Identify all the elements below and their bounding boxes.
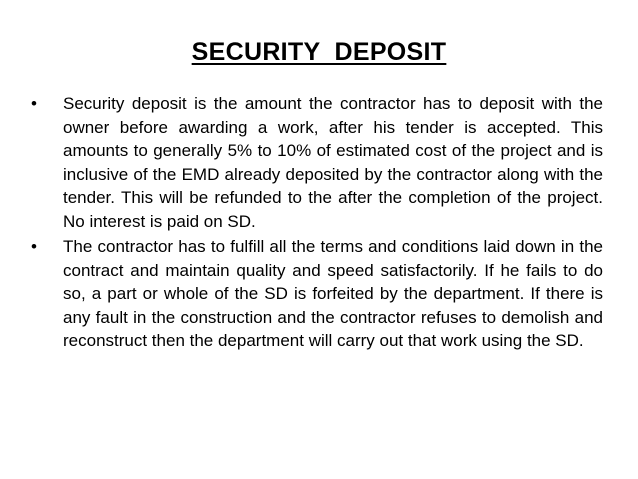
bullet-text: The contractor has to fulfill all the terms and conditions laid down in the contract and maintain quality and speed satisfactorily. If he fails to do so, a part or whole of the SD is forfeited by the department. If there is any fault in the construction and the contractor refuses to demolish and reconstruct then the department will carry out that work using the SD.: [63, 237, 603, 350]
bullet-dot-icon: •: [31, 237, 37, 256]
bullet-list: [31, 92, 603, 355]
bullet-text: Security deposit is the amount the contractor has to deposit with the owner before awarding a work, after his tender is accepted. This amounts to generally 5% to 10% of estimated cost of the project and is inclusive of the EMD already deposited by the contractor along with the tender. This will be refunded to the after the completion of the project. No interest is paid on SD.: [63, 94, 603, 231]
bullet-item: [31, 92, 603, 233]
bullet-item: [31, 235, 603, 353]
slide-title: SECURITY DEPOSIT: [191, 38, 447, 66]
bullet-dot-icon: •: [31, 94, 37, 113]
